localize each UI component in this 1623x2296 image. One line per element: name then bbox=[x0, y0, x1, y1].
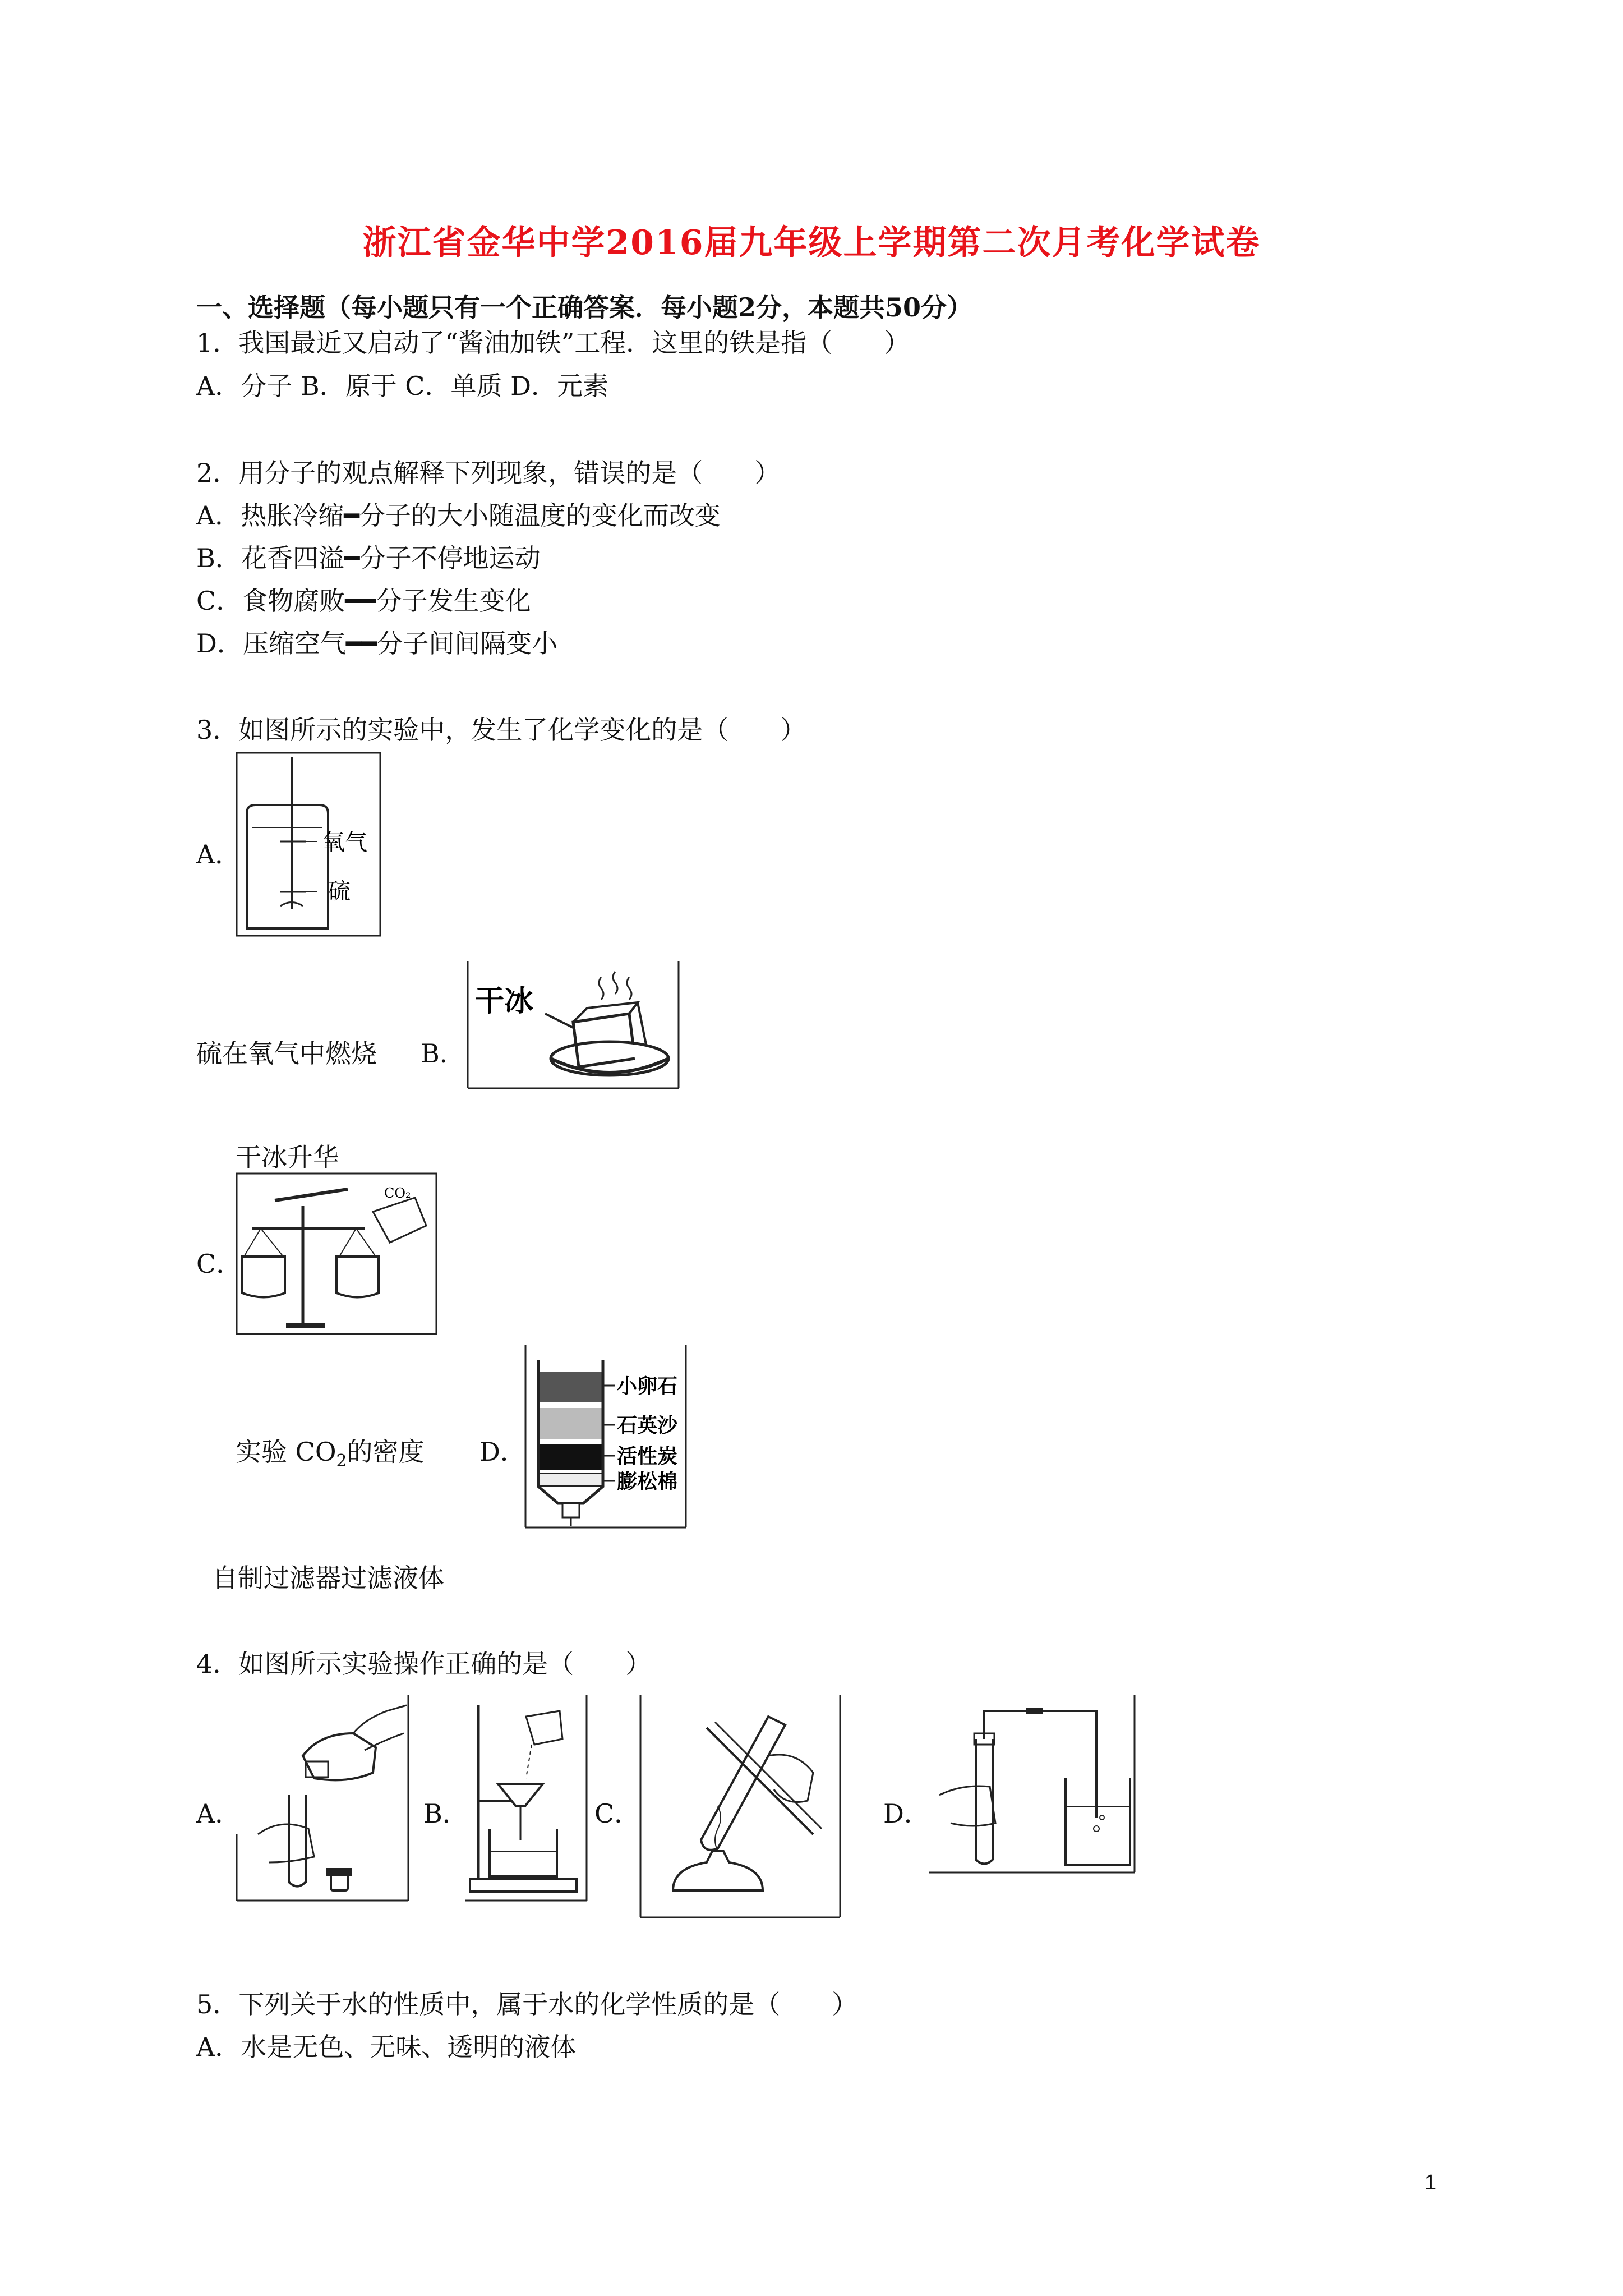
quartz-sand-label: 石英沙 bbox=[617, 1414, 678, 1437]
q3-figure-d-filter bbox=[524, 1343, 687, 1529]
activated-carbon-label: 活性炭 bbox=[617, 1445, 678, 1468]
oxygen-label: 氧气 bbox=[322, 830, 367, 855]
q4-option-d-label: D． bbox=[883, 1798, 930, 1829]
co2-label: CO₂ bbox=[384, 1185, 411, 1201]
q3-stem: 3．如图所示的实验中，发生了化学变化的是（ ） bbox=[196, 715, 806, 745]
q3-figure-c-balance bbox=[236, 1172, 437, 1335]
section-heading: 一、选择题（每小题只有一个正确答案．每小题2分，本题共50分） bbox=[196, 292, 973, 323]
q4-figure-b-filtration bbox=[464, 1694, 588, 1902]
q1-options: A．分子 B．原于 C．单质 D．元素 bbox=[196, 371, 608, 401]
q3-option-b-caption: 干冰升华 bbox=[236, 1142, 339, 1172]
q4-option-a-label: A． bbox=[196, 1798, 241, 1829]
dry-ice-label: 干冰 bbox=[475, 984, 534, 1018]
q4-option-b-label: B． bbox=[423, 1798, 468, 1829]
q4-stem: 4．如图所示实验操作正确的是（ ） bbox=[196, 1649, 652, 1679]
sulfur-label: 硫 bbox=[328, 878, 351, 904]
q3-option-a-caption: 硫在氧气中燃烧 bbox=[196, 1038, 377, 1069]
q3-figure-a-sulfur-burning bbox=[236, 752, 381, 937]
q3-option-a-label: A． bbox=[196, 839, 241, 869]
q1-stem: 1．我国最近又启动了“酱油加铁”工程．这里的铁是指（ ） bbox=[196, 328, 910, 358]
q3-option-b-label: B． bbox=[421, 1038, 465, 1069]
q4-figure-d-airtightness bbox=[928, 1694, 1136, 1874]
q5-option-a: A．水是无色、无味、透明的液体 bbox=[196, 2032, 577, 2062]
q3-option-d-caption: 自制过滤器过滤液体 bbox=[212, 1563, 444, 1593]
q4-figure-a-pouring bbox=[236, 1694, 409, 1902]
q5-stem: 5．下列关于水的性质中，属于水的化学性质的是（ ） bbox=[196, 1989, 858, 2019]
q2-option-b: B．花香四溢━分子不停地运动 bbox=[196, 543, 541, 573]
q2-option-a: A．热胀冷缩━分子的大小随温度的变化而改变 bbox=[196, 500, 721, 531]
q4-option-c-label: C． bbox=[594, 1798, 640, 1829]
q3-option-c-caption: 实验 $CO_2$的密度 bbox=[236, 1437, 425, 1471]
q4-figure-c-heating bbox=[639, 1694, 841, 1918]
q3-option-d-label: D． bbox=[479, 1437, 526, 1467]
q3-figure-b-dry-ice bbox=[467, 960, 680, 1089]
page-number: 1 bbox=[1424, 2171, 1437, 2194]
page-title: 浙江省金华中学2016届九年级上学期第二次月考化学试卷 bbox=[362, 223, 1261, 263]
q3-option-c-label: C． bbox=[196, 1249, 242, 1279]
q2-option-c: C．食物腐败━━分子发生变化 bbox=[196, 586, 531, 616]
q2-stem: 2．用分子的观点解释下列现象，错误的是（ ） bbox=[196, 458, 781, 488]
q2-option-d: D．压缩空气━━分子间间隔变小 bbox=[196, 628, 558, 659]
cotton-label: 膨松棉 bbox=[617, 1470, 678, 1493]
pebble-label: 小卵石 bbox=[617, 1375, 678, 1398]
